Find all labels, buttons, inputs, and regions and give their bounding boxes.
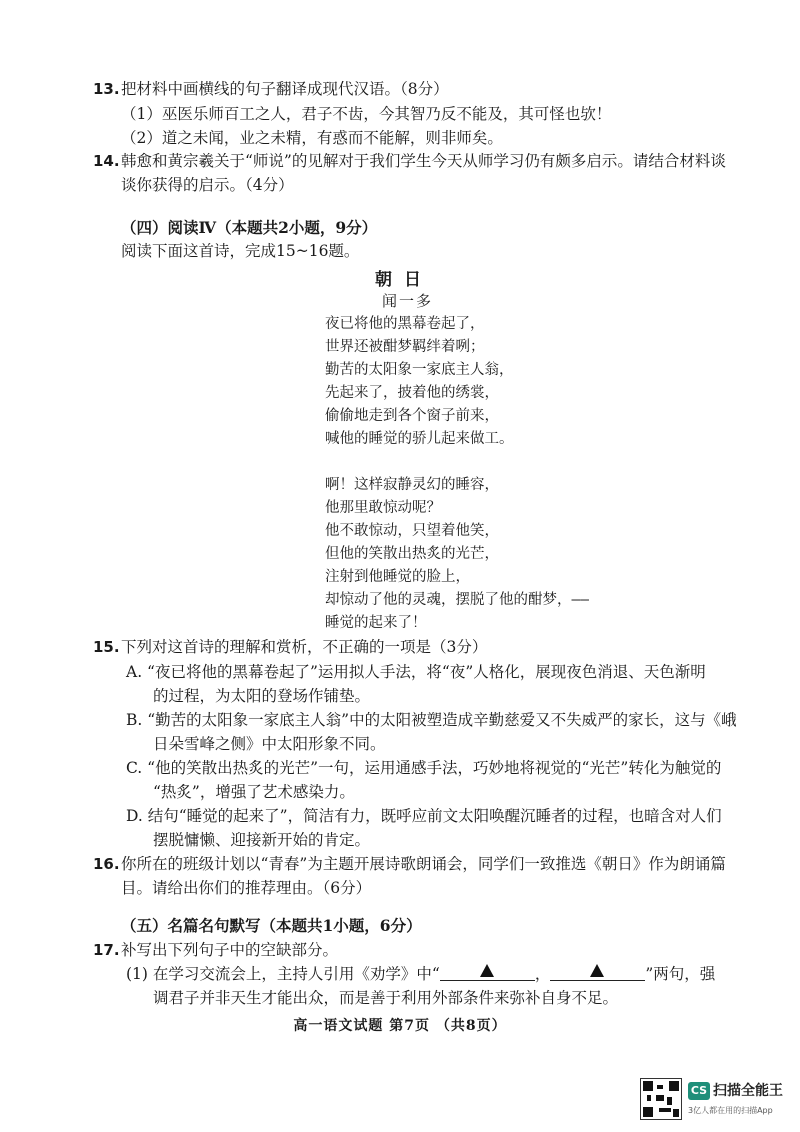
option-d-line-2: 摆脱慵懒、迎接新开始的肯定。 xyxy=(153,831,371,849)
question-13-number: 13. xyxy=(93,80,120,98)
option-b-line-1: B. “勤苦的太阳象一家底主人翁”中的太阳被塑造成辛勤慈爱又不失威严的家长，这与《峨 xyxy=(126,711,737,729)
poem-line: 却惊动了他的灵魂，摆脱了他的酣梦，—— xyxy=(325,592,589,608)
poem-line: 注射到他睡觉的脸上， xyxy=(325,569,470,585)
question-17-item-1-suffix: ”两句，强 xyxy=(645,965,716,983)
question-16-line-2: 目。请给出你们的推荐理由。（6分） xyxy=(121,879,372,897)
option-d-line-1: D. 结句“睡觉的起来了”，简洁有力，既呼应前文太阳唤醒沉睡者的过程，也暗含对人们 xyxy=(126,807,722,825)
answer-blank-1[interactable] xyxy=(440,964,535,981)
poem-line: 他那里敢惊动呢？ xyxy=(325,500,441,516)
page-footer: 高一语文试题 第7页 （共8页） xyxy=(293,1018,507,1034)
question-17-item-1-line-2: 调君子并非天生才能出众，而是善于利用外部条件来弥补自身不足。 xyxy=(153,989,619,1007)
section-4-instruction: 阅读下面这首诗，完成15~16题。 xyxy=(121,242,360,260)
question-13-item-1: （1）巫医乐师百工之人，君子不齿，今其智乃反不能及，其可怪也欤！ xyxy=(121,105,612,123)
poem-line: 但他的笑散出热炙的光芒， xyxy=(325,546,499,562)
poem-line: 勤苦的太阳象一家底主人翁， xyxy=(325,362,514,378)
poem-line: 他不敢惊动，只望着他笑， xyxy=(325,523,499,539)
question-16-number: 16. xyxy=(93,855,120,873)
question-15-stem: 下列对这首诗的理解和赏析，不正确的一项是（3分） xyxy=(121,638,488,656)
option-c-line-1: C. “他的笑散出热炙的光芒”一句，运用通感手法，巧妙地将视觉的“光芒”转化为触觉的 xyxy=(126,759,722,777)
question-16-line-1: 你所在的班级计划以“青春”为主题开展诗歌朗诵会，同学们一致推选《朝日》作为朗诵篇 xyxy=(121,855,726,873)
poem-line: 啊！这样寂静灵幻的睡容， xyxy=(325,477,499,493)
poem-title: 朝日 xyxy=(375,270,433,290)
question-14-line-1: 韩愈和黄宗羲关于“师说”的见解对于我们学生今天从师学习仍有颇多启示。请结合材料谈 xyxy=(121,152,726,170)
question-17-number: 17. xyxy=(93,941,120,959)
option-a-line-2: 的过程，为太阳的登场作铺垫。 xyxy=(153,687,371,705)
section-5-heading: （五）名篇名句默写（本题共1小题，6分） xyxy=(121,916,422,935)
section-4-heading: （四）阅读Ⅳ（本题共2小题，9分） xyxy=(121,218,378,237)
poem-author: 闻一多 xyxy=(382,292,434,310)
poem-line: 睡觉的起来了！ xyxy=(325,615,427,631)
poem-line: 世界还被酣梦羁绊着咧； xyxy=(325,339,485,355)
question-14-number: 14. xyxy=(93,152,120,170)
poem-line: 夜已将他的黑幕卷起了， xyxy=(325,316,485,332)
option-a-line-1: A. “夜已将他的黑幕卷起了”运用拟人手法，将“夜”人格化，展现夜色消退、天色渐明 xyxy=(126,663,706,681)
answer-blank-2[interactable] xyxy=(550,964,645,981)
question-17-stem: 补写出下列句子中的空缺部分。 xyxy=(121,941,339,959)
triangle-marker-icon xyxy=(480,964,494,977)
question-17-item-1 xyxy=(126,963,715,985)
question-14-line-2: 谈你获得的启示。（4分） xyxy=(121,176,294,194)
triangle-marker-icon xyxy=(590,964,604,977)
camscanner-logo-icon: CS xyxy=(688,1082,710,1100)
question-17-separator: ， xyxy=(534,965,551,983)
question-13-stem: 把材料中画横线的句子翻译成现代汉语。（8分） xyxy=(121,80,449,98)
qr-code-icon xyxy=(640,1078,682,1120)
question-13-item-2: （2）道之未闻，业之未精，有惑而不能解，则非师矣。 xyxy=(121,129,503,147)
poem-line: 喊他的睡觉的骄儿起来做工。 xyxy=(325,431,514,447)
question-15-number: 15. xyxy=(93,638,120,656)
poem-line: 先起来了，披着他的绣裳， xyxy=(325,385,499,401)
question-17-item-1-prefix: (1) 在学习交流会上，主持人引用《劝学》中“ xyxy=(126,965,440,983)
option-b-line-2: 日朵雪峰之侧》中太阳形象不同。 xyxy=(153,735,386,753)
scanner-app-name: 扫描全能王 xyxy=(713,1083,783,1099)
poem-line: 偷偷地走到各个窗子前来， xyxy=(325,408,499,424)
option-c-line-2: “热炙”，增强了艺术感染力。 xyxy=(153,783,355,801)
scanner-tagline: 3亿人都在用的扫描App xyxy=(688,1106,773,1115)
